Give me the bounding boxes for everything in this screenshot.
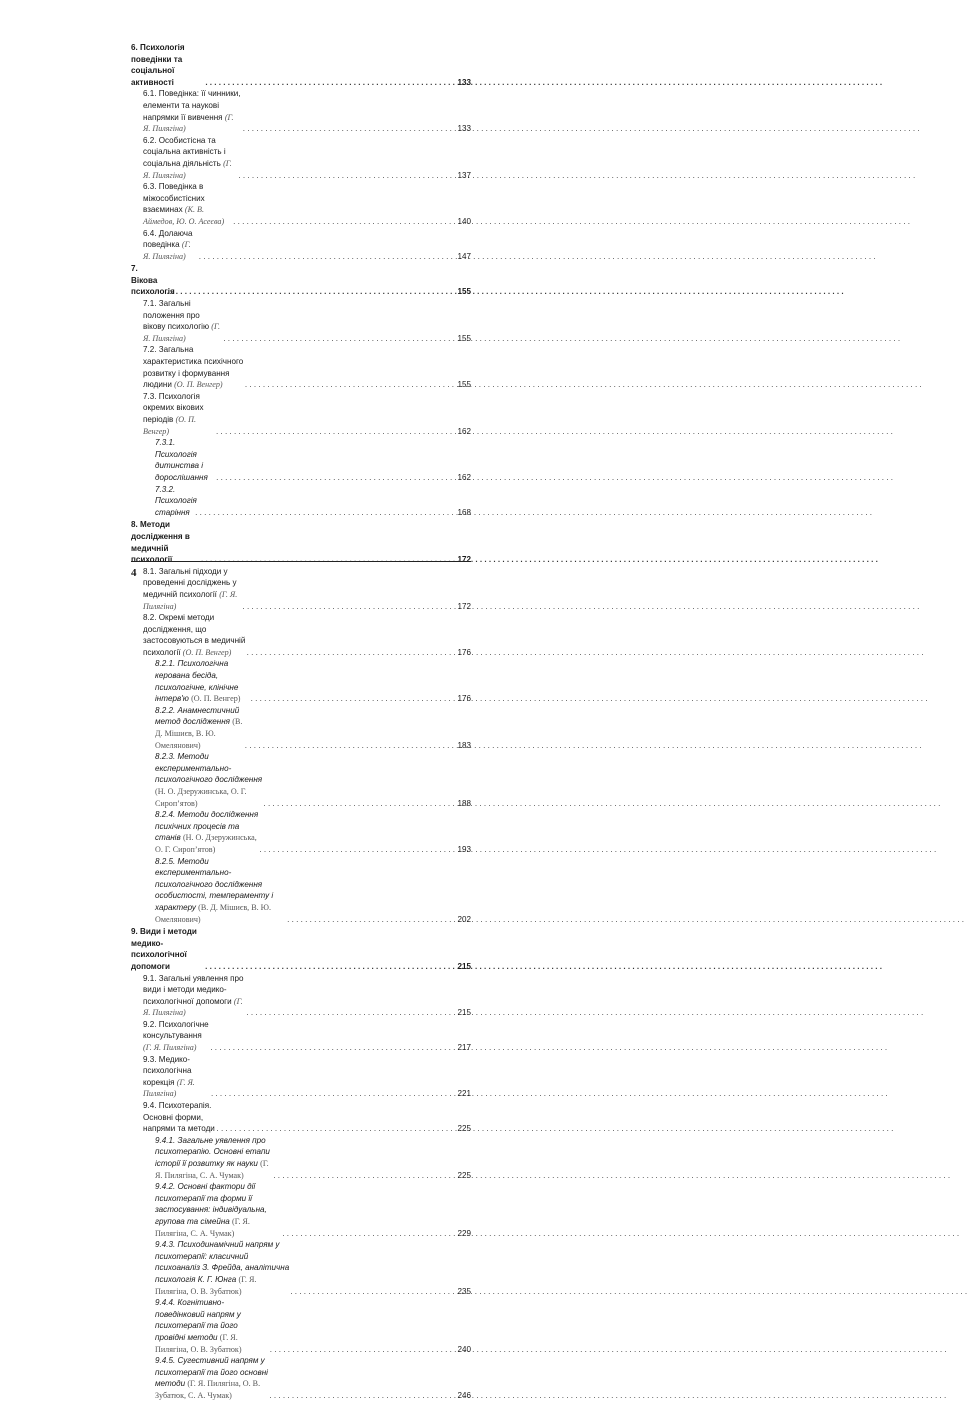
toc-entry-page: 215 xyxy=(457,961,471,971)
toc-entry[interactable] xyxy=(131,344,471,390)
toc-entry-author: (В. Д. Мішиєв, В. Ю. Омелянович) xyxy=(155,902,272,924)
toc-entry-author: (К. В. Аймедов, Ю. О. Асеєва) xyxy=(143,205,225,226)
toc-entry-page: 235 xyxy=(457,1286,471,1296)
toc-entry-title: 6.2. Особистісна та соціальна активність і соціальна діяльність (Г. Я. Пилягіна) xyxy=(143,135,232,180)
toc-entry-title: 8.2.3. Методи експериментально-психологічного дослідження (Н. О. Дзеружинська, О. Г. Сиропʼятов) xyxy=(155,752,263,808)
toc-entry-author: (Г. Я. Пилягіна) xyxy=(143,112,234,134)
toc-entry[interactable] xyxy=(131,1239,471,1297)
toc-entry-author: (Г. Я. Пилягіна, С. А. Чумак) xyxy=(155,1159,269,1180)
toc-entry-page: 168 xyxy=(457,507,471,517)
toc-entry-author: (Г. Я. Пилягіна) xyxy=(143,996,243,1018)
toc-entry-page: 215 xyxy=(457,1008,471,1018)
toc-entry-author: (Г. Я. Пилягіна, О. В. Зубатюк) xyxy=(155,1274,257,1296)
dot-leader xyxy=(251,693,456,705)
toc-entry[interactable] xyxy=(131,1100,471,1135)
toc-entry-author: (Г. Я. Пилягіна) xyxy=(143,1077,195,1099)
toc-entry[interactable] xyxy=(131,658,471,704)
toc-entry-author: (О. П. Венгер) xyxy=(191,694,241,704)
dot-leader xyxy=(210,1042,456,1054)
toc-entry[interactable] xyxy=(131,1019,471,1054)
toc-entry-page: 183 xyxy=(457,740,471,750)
toc-entry-author: (Г. Я. Пилягіна, О. В. Зубатюк) xyxy=(155,1332,242,1354)
toc-entry[interactable] xyxy=(131,42,471,88)
dot-leader xyxy=(243,123,456,135)
toc-entry-page: 176 xyxy=(457,647,471,657)
toc-entry[interactable] xyxy=(131,437,471,483)
toc-entry-title: 8.2.4. Методи дослідження психічних процесів та станів (Н. О. Дзеружинська, О. Г. Сиропʼятов) xyxy=(155,810,259,854)
dot-leader xyxy=(273,1170,456,1182)
toc-entry-author: (Г. Я. Пилягіна) xyxy=(143,1043,197,1053)
toc-entry-title: 8.2.1. Психологічна керована бесіда, психологічне, клінічне інтерв'ю (О. П. Венгер) xyxy=(155,659,241,704)
dot-leader xyxy=(216,426,456,438)
dot-leader xyxy=(290,1286,456,1298)
toc-entry-page: 246 xyxy=(457,1390,471,1400)
toc-entry[interactable] xyxy=(131,751,471,809)
footer-divider xyxy=(131,561,471,562)
toc-entry[interactable] xyxy=(131,263,471,298)
toc-entry[interactable] xyxy=(131,1181,471,1239)
toc-entry-author: (Н. О. Дзеружинська, О. Г. Сиропʼятов) xyxy=(155,833,257,854)
dot-leader xyxy=(205,961,456,973)
toc-entry-title: 6. Психологія поведінки та соціальної активності xyxy=(131,43,185,87)
toc-entry-page: 147 xyxy=(457,251,471,261)
toc-entry[interactable] xyxy=(131,88,471,134)
toc-entry-title: 9.4.3. Психодинамічний напрям у психотерапії: класичний психоаналіз З. Фрейда, аналітична психологія К. Г. Юнга (Г. Я. Пилягіна, О. В. Зубатюк) xyxy=(155,1240,290,1296)
toc-entry[interactable] xyxy=(131,1297,471,1355)
toc-entry[interactable] xyxy=(131,484,471,519)
toc-entry[interactable] xyxy=(131,926,471,972)
toc-entry-author: (Г. Я. Пилягіна) xyxy=(143,240,191,261)
toc-entry[interactable] xyxy=(131,391,471,437)
toc-entry-title: 8.1. Загальні підходи у проведенні досліджень у медичній психології (Г. Я. Пилягіна) xyxy=(143,566,238,611)
toc-entry-title: 8.2. Окремі методи дослідження, що застосовуються в медичній психології (О. П. Венгер) xyxy=(143,613,246,657)
toc-entry-page: 172 xyxy=(457,601,471,611)
toc-entry-page: 193 xyxy=(457,844,471,854)
toc-entry-page: 162 xyxy=(457,426,471,436)
toc-entry-title: 9.4.5. Сугестивний напрям у психотерапії та його основні методи (Г. Я. Пилягіна, О. В. Зубатюк, С. А. Чумак) xyxy=(155,1356,268,1400)
toc-entry-author: (Г. Я. Пилягіна, О. В. Зубатюк, С. А. Чумак) xyxy=(155,1379,261,1400)
toc-entry-title: 9. Види і методи медико-психологічної допомоги xyxy=(131,927,197,971)
toc-entry-title: 7.1. Загальні положення про вікову психологію (Г. Я. Пилягіна) xyxy=(143,299,220,343)
toc-entry-title: 6.3. Поведінка в міжособистісних взаєминах (К. В. Аймедов, Ю. О. Асеєва) xyxy=(143,182,225,226)
toc-entry-page: 155 xyxy=(457,333,471,343)
dot-leader xyxy=(201,554,456,566)
toc-entry-page: 225 xyxy=(457,1170,471,1180)
dot-leader xyxy=(243,601,457,613)
toc-entry-author: (Г. Я. Пилягіна) xyxy=(143,322,220,343)
toc-entry-title: 7.2. Загальна характеристика психічного розвитку і формування людини (О. П. Венгер) xyxy=(143,345,244,390)
toc-entry-title: 9.1. Загальні уявлення про види і методи медико-психологічної допомоги (Г. Я. Пилягіна) xyxy=(143,973,244,1018)
dot-leader xyxy=(216,472,456,484)
dot-leader xyxy=(195,507,456,519)
toc-entry[interactable] xyxy=(131,1054,471,1100)
dot-leader xyxy=(259,844,456,856)
toc-entry-page: 172 xyxy=(457,555,471,565)
toc-entry-author: (Н. О. Дзеружинська, О. Г. Сиропʼятов) xyxy=(155,787,247,808)
toc-entry-page: 176 xyxy=(457,694,471,704)
table-of-contents xyxy=(131,42,471,1401)
toc-entry[interactable] xyxy=(131,298,471,344)
toc-entry-title: 9.3. Медико-психологічна корекція (Г. Я. Пилягіна) xyxy=(143,1054,195,1099)
toc-entry[interactable] xyxy=(131,1355,471,1401)
toc-entry-author: (О. П. Венгер) xyxy=(174,380,223,390)
dot-leader xyxy=(238,170,456,182)
dot-leader xyxy=(263,798,456,810)
toc-entry[interactable] xyxy=(131,566,471,612)
dot-leader xyxy=(269,1390,456,1401)
toc-entry[interactable] xyxy=(131,612,471,658)
toc-entry-author: (О. П. Венгер) xyxy=(143,415,197,436)
dot-leader xyxy=(216,1123,456,1135)
toc-entry-title: 9.4.2. Основні фактори дії психотерапії та форми її застосування: індивідуальна, групова та сімейна (Г. Я. Пилягіна, С. А. Чумак) xyxy=(155,1182,267,1238)
toc-entry[interactable] xyxy=(131,181,471,227)
toc-entry-author: (Г. Я. Пилягіна) xyxy=(143,158,232,180)
toc-entry-author: (Г. Я. Пилягіна, С. А. Чумак) xyxy=(155,1216,250,1238)
toc-entry-title: 9.4. Психотерапія. Основні форми, напрями та методи xyxy=(143,1101,215,1134)
toc-entry-page: 133 xyxy=(457,77,471,87)
toc-entry[interactable] xyxy=(131,705,471,751)
dot-leader xyxy=(167,286,456,298)
dot-leader xyxy=(223,333,456,345)
toc-entry[interactable] xyxy=(131,519,471,565)
page-number: 4 xyxy=(131,567,137,579)
toc-entry-page: 217 xyxy=(457,1043,471,1053)
toc-entry-title: 8. Методи дослідження в медичній психології xyxy=(131,520,190,565)
toc-entry-author: (В. Д. Мішиєв, В. Ю. Омелянович) xyxy=(155,717,243,750)
toc-entry-page: 140 xyxy=(457,216,471,226)
dot-leader xyxy=(247,647,456,659)
dot-leader xyxy=(270,1344,456,1356)
toc-entry[interactable] xyxy=(131,809,471,855)
toc-entry-title: 7.3. Психологія окремих вікових періодів (О. П. Венгер) xyxy=(143,391,204,436)
toc-entry-title: 7. Вікова психологія xyxy=(131,264,175,297)
toc-entry-title: 7.3.1. Психологія дитинства і дорослішання xyxy=(155,438,208,482)
dot-leader xyxy=(199,251,456,263)
toc-entry-page: 155 xyxy=(457,380,471,390)
dot-leader xyxy=(245,740,456,752)
toc-entry-page: 133 xyxy=(457,124,471,134)
toc-entry[interactable] xyxy=(131,856,471,926)
toc-entry-title: 9.2. Психологічне консультування (Г. Я. Пилягіна) xyxy=(143,1019,209,1053)
toc-entry[interactable] xyxy=(131,228,471,263)
toc-entry-title: 6.4. Долаюча поведінка (Г. Я. Пилягіна) xyxy=(143,228,193,261)
toc-entry-page: 188 xyxy=(457,798,471,808)
toc-entry-page: 240 xyxy=(457,1344,471,1354)
toc-entry-page: 162 xyxy=(457,472,471,482)
toc-entry-title: 8.2.5. Методи експериментально-психологічного дослідження особистості, темпераменту і характеру (В. Д. Мішиєв, В. Ю. Омелянович) xyxy=(155,856,274,924)
toc-entry-title: 9.4.1. Загальне уявлення про психотерапію. Основні етапи історії її розвитку як науки (Г. Я. Пилягіна, С. А. Чумак) xyxy=(155,1135,270,1180)
toc-entry-author: (Г. Я. Пилягіна) xyxy=(143,589,238,611)
toc-entry-title: 6.1. Поведінка: її чинники, елементи та наукові напрямки її вивчення (Г. Я. Пилягіна) xyxy=(143,89,241,134)
toc-entry-page: 137 xyxy=(457,170,471,180)
toc-entry[interactable] xyxy=(131,135,471,181)
toc-entry-author: (О. П. Венгер) xyxy=(182,647,232,657)
dot-leader xyxy=(205,77,456,89)
toc-entry-title: 8.2.2. Анамнестичний метод дослідження (В. Д. Мішиєв, В. Ю. Омелянович) xyxy=(155,705,243,750)
dot-leader xyxy=(246,1007,456,1019)
dot-leader xyxy=(245,379,456,391)
dot-leader xyxy=(282,1228,456,1240)
toc-entry-page: 225 xyxy=(457,1124,471,1134)
toc-entry-page: 229 xyxy=(457,1228,471,1238)
toc-entry[interactable] xyxy=(131,1135,471,1181)
toc-entry-title: 9.4.4. Когнітивно-поведінковий напрям у психотерапії та його провідні методи (Г. Я. Пилягіна, О. В. Зубатюк) xyxy=(155,1298,242,1354)
dot-leader xyxy=(287,914,456,926)
dot-leader xyxy=(211,1088,456,1100)
dot-leader xyxy=(233,216,456,228)
toc-entry-page: 221 xyxy=(457,1089,471,1099)
toc-entry-title: 7.3.2. Психологія старіння xyxy=(155,484,197,517)
toc-entry-page: 202 xyxy=(457,914,471,924)
toc-entry-page: 155 xyxy=(457,287,471,297)
toc-entry[interactable] xyxy=(131,973,471,1019)
